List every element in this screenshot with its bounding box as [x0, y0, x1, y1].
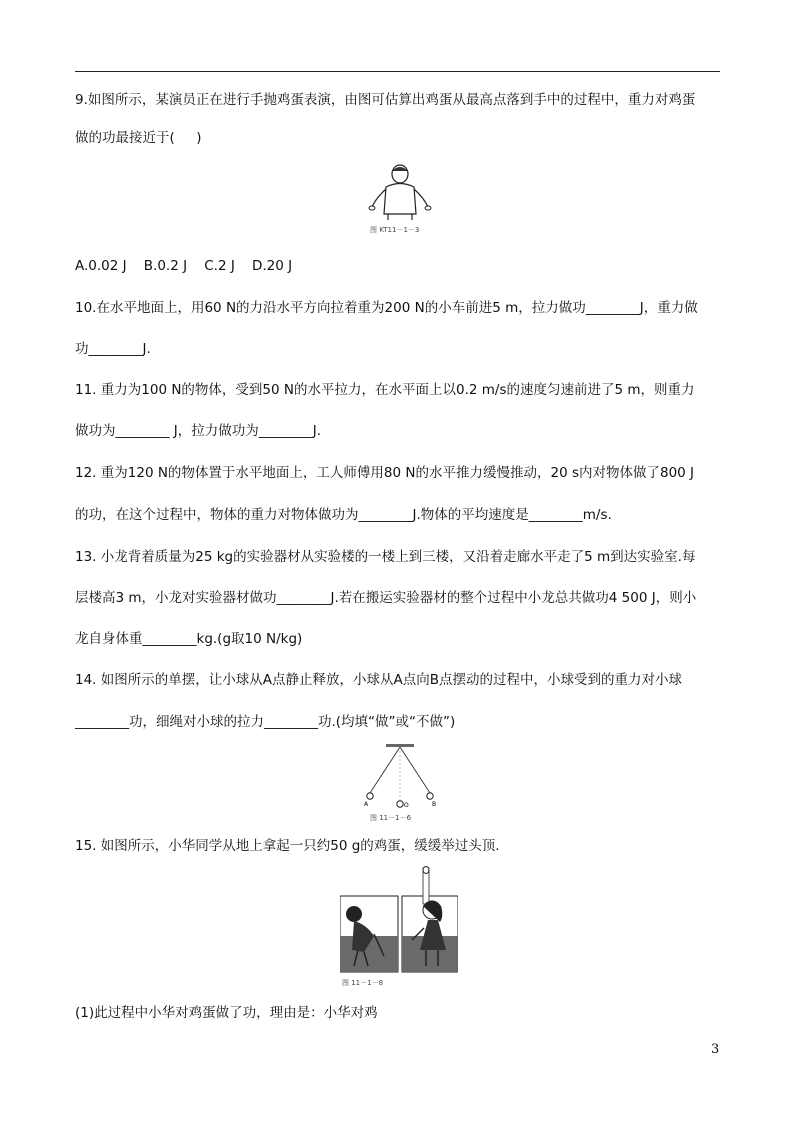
q14-figure-pendulum	[362, 743, 438, 823]
q9-figure-caption: 图 KT11－1－3	[370, 226, 420, 234]
q14-text-line1: 14. 如图所示的单摆，让小球从A点静止释放，小球从A点向B点摆动的过程中，小球受到的重力对小球	[75, 672, 682, 688]
q15-sub1-text: (1)此过程中小华对鸡蛋做了功，理由是：小华对鸡	[75, 1005, 378, 1021]
q11-text-line1: 11. 重力为100 N的物体，受到50 N的水平拉力，在水平面上以0.2 m/s的速度匀速前进了5 m，则重力	[75, 382, 695, 398]
q13-text-line1: 13. 小龙背着质量为25 kg的实验器材从实验楼的一楼上到三楼，又沿着走廊水平走了5 m到达实验室.每	[75, 549, 696, 565]
q9-figure-performer	[366, 162, 434, 234]
q13-text-line2: 层楼高3 m，小龙对实验器材做功________J.若在搬运实验器材的整个过程中小龙总共做功4 500 J，则小	[75, 590, 697, 606]
point-b-label: B	[432, 801, 437, 808]
q15-text-line1: 15. 如图所示，小华同学从地上拿起一只约50 g的鸡蛋，缓缓举过头顶.	[75, 838, 500, 854]
girl-lifting-egg-illustration	[340, 866, 458, 974]
performer-illustration	[366, 162, 434, 222]
pendulum-diagram	[362, 743, 438, 809]
page-number: 3	[711, 1042, 720, 1057]
q9-text-line1: 9.如图所示，某演员正在进行手抛鸡蛋表演，由图可估算出鸡蛋从最高点落到手中的过程中，重力对鸡蛋	[75, 92, 696, 108]
q15-figure-caption: 图 11－1－8	[342, 979, 384, 987]
q10-text-line2: 功________J.	[75, 341, 151, 357]
q12-text-line2: 的功，在这个过程中，物体的重力对物体做功为________J.物体的平均速度是________m/s.	[75, 507, 612, 523]
q14-figure-caption: 图 11－1－6	[370, 814, 412, 822]
q9-options: A.0.02 J B.0.2 J C.2 J D.20 J	[75, 258, 293, 274]
point-a-label: A	[364, 801, 369, 808]
header-rule	[75, 71, 720, 72]
q11-text-line2: 做功为________ J，拉力做功为________J.	[75, 423, 322, 439]
q9-text-line2: 做的功最接近于( )	[75, 130, 202, 146]
point-o-label: O	[404, 802, 409, 809]
q13-text-line3: 龙自身体重________kg.(g取10 N/kg)	[75, 631, 303, 647]
q14-text-line2: ________功，细绳对小球的拉力________功.(均填“做”或“不做”)	[75, 714, 456, 730]
q10-text-line1: 10.在水平地面上，用60 N的力沿水平方向拉着重为200 N的小车前进5 m，拉力做功________J，重力做	[75, 300, 698, 316]
q15-figure-girl-lifting-egg	[340, 866, 458, 990]
q12-text-line1: 12. 重为120 N的物体置于水平地面上，工人师傅用80 N的水平推力缓慢推动，20 s内对物体做了800 J	[75, 465, 695, 481]
